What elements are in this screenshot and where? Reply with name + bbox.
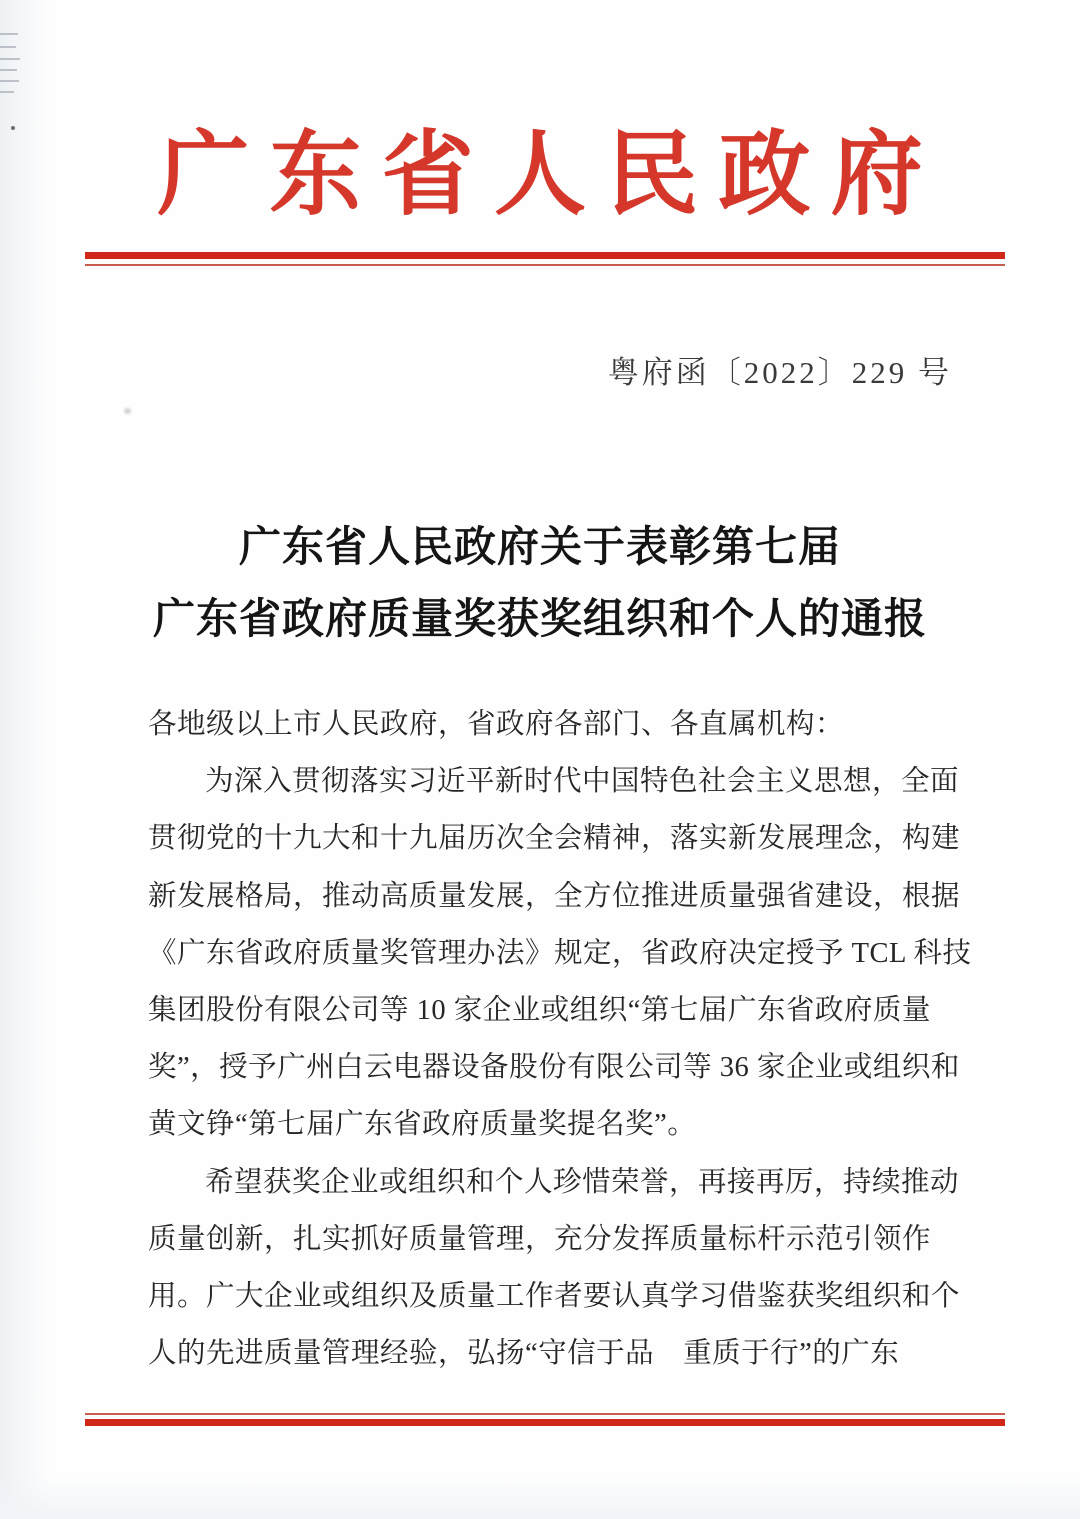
scan-artifact-line [0, 33, 18, 35]
scan-artifact-line [0, 91, 14, 93]
body-line: 希望获奖企业或组织和个人珍惜荣誉，再接再厉，持续推动 [205, 1166, 960, 1198]
scan-artifact-line [0, 69, 17, 71]
body-line: 奖”，授予广州白云电器设备股份有限公司等 36 家企业或组织和 [148, 1052, 960, 1084]
scan-artifact-dot [124, 408, 131, 414]
masthead-title: 广东省人民政府 [157, 124, 943, 226]
body-line: 新发展格局，推动高质量发展，全方位推进质量强省建设，根据 [148, 880, 961, 912]
doc-number: 粤府函〔2022〕229 号 [607, 355, 952, 390]
title-line-2: 广东省政府质量奖获奖组织和个人的通报 [152, 597, 927, 643]
scan-shade-bottom [0, 1473, 1080, 1519]
footer-rule-thin [85, 1413, 1005, 1415]
body-line: 集团股份有限公司等 10 家企业或组织“第七届广东省政府质量 [148, 995, 931, 1027]
salutation: 各地级以上市人民政府，省政府各部门、各直属机构： [148, 709, 845, 740]
body-line: 人的先进质量管理经验，弘扬“守信于品 重质于行”的广东 [148, 1338, 900, 1370]
masthead-rule-thick [85, 252, 1005, 259]
body-line: 质量创新，扎实抓好质量管理，充分发挥质量标杆示范引领作 [148, 1223, 932, 1255]
document-body [148, 696, 972, 1382]
body-lines [148, 753, 972, 1382]
body-line: 为深入贯彻落实习近平新时代中国特色社会主义思想，全面 [205, 766, 960, 798]
masthead-rule-thin [85, 264, 1005, 266]
footer-rule-thick [85, 1419, 1005, 1426]
title-line-1: 广东省人民政府关于表彰第七届 [238, 525, 841, 571]
body-line: 黄文铮“第七届广东省政府质量奖提名奖”。 [148, 1109, 697, 1141]
body-line: 用。广大企业或组织及质量工作者要认真学习借鉴获奖组织和个 [148, 1281, 961, 1313]
document-title [0, 512, 1080, 656]
body-line: 贯彻党的十九大和十九届历次全会精神，落实新发展理念，构建 [148, 823, 961, 855]
scan-artifact-line [0, 80, 19, 82]
footer-rule [85, 1413, 1005, 1426]
masthead-rule [85, 252, 1005, 266]
scan-artifact-line [0, 58, 20, 60]
body-line: 《广东省政府质量奖管理办法》规定，省政府决定授予 TCL 科技 [148, 937, 972, 969]
scan-artifact-line [0, 46, 16, 48]
